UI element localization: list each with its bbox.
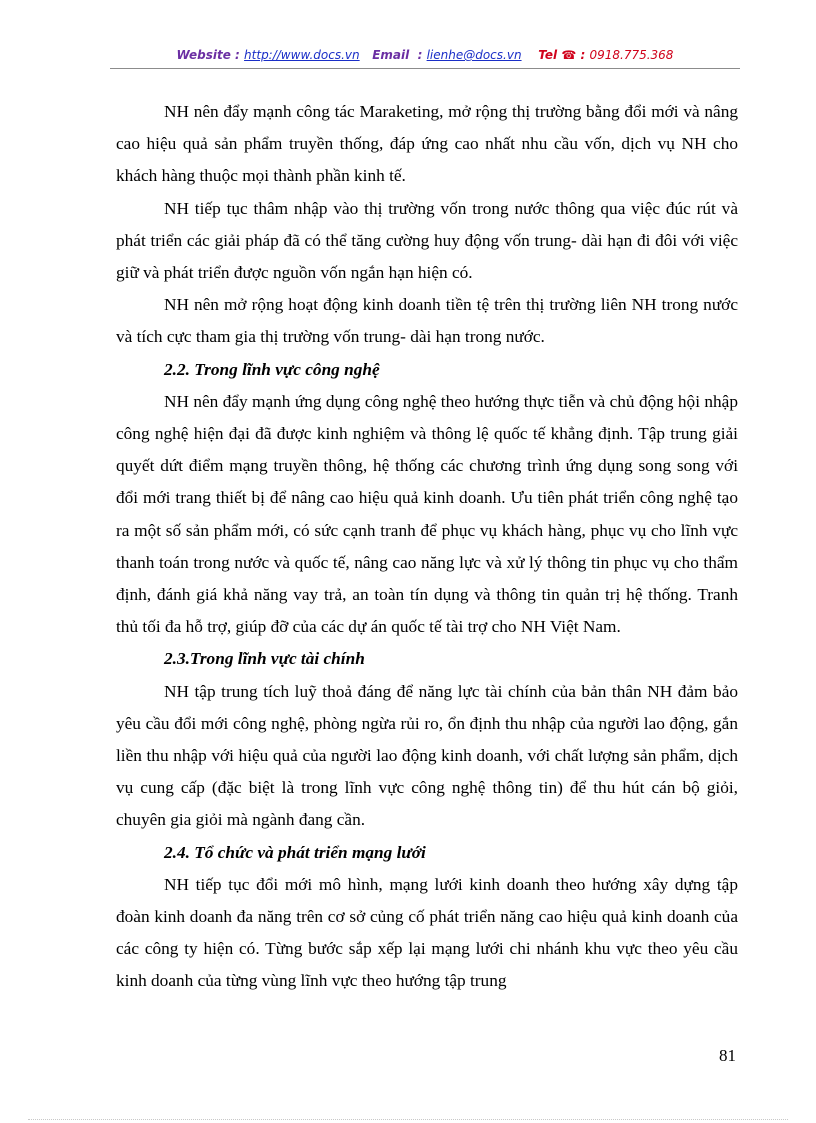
- page-header: [110, 48, 740, 62]
- tel-label: Tel ☎ :: [538, 48, 586, 62]
- email-link[interactable]: lienhe@docs.vn: [426, 48, 522, 62]
- email-separator: :: [417, 48, 423, 62]
- paragraph: NH tập trung tích luỹ thoả đáng để năng lực tài chính của bản thân NH đảm bảo yêu cầu đổi mới công nghệ, phòng ngừa rủi ro, ổn định thu nhập của người lao động, gắn liền thu nhập với hiệu quả của người lao động kinh doanh, với chất lượng sản phẩm, dịch vụ cung cấp (đặc biệt là trong lĩnh vực công nghệ thông tin) để thu hút cán bộ giỏi, chuyên gia giỏi mà ngành đang cần.: [116, 681, 738, 830]
- paragraph: NH nên đẩy mạnh công tác Maraketing, mở rộng thị trường bằng đổi mới và nâng cao hiệu quả sản phẩm truyền thống, đáp ứng cao nhất nhu cầu vốn, dịch vụ NH cho khách hàng thuộc mọi thành phần kinh tế.: [116, 102, 738, 186]
- header-divider: [110, 68, 740, 69]
- page-number: 81: [719, 1046, 736, 1065]
- paragraph: NH nên mở rộng hoạt động kinh doanh tiền tệ trên thị trường liên NH trong nước và tích cực tham gia thị trường vốn trung- dài hạn trong nước.: [116, 295, 738, 347]
- section-heading-technology: 2.2. Trong lĩnh vực công nghệ: [164, 359, 380, 379]
- body-text: [116, 96, 738, 998]
- paragraph: NH tiếp tục đổi mới mô hình, mạng lưới kinh doanh theo hướng xây dựng tập đoàn kinh doanh đa năng trên cơ sở củng cố phát triển năng cao hiệu quả kinh doanh của các công ty hiện có. Từng bước sắp xếp lại mạng lưới chi nhánh khu vực theo yêu cầu kinh doanh của từng vùng lĩnh vực theo hướng tập trung: [116, 874, 738, 991]
- tel-number: 0918.775.368: [589, 48, 674, 62]
- paragraph: NH tiếp tục thâm nhập vào thị trường vốn trong nước thông qua việc đúc rút và phát triển các giải pháp đã có thể tăng cường huy động vốn trung- dài hạn đi đôi với việc giữ và phát triển được nguồn vốn ngắn hạn hiện có.: [116, 198, 738, 283]
- section-heading-finance: 2.3.Trong lĩnh vực tài chính: [164, 649, 365, 669]
- website-link[interactable]: http://www.docs.vn: [244, 48, 360, 62]
- section-heading-network: 2.4. Tổ chức và phát triển mạng lưới: [164, 842, 426, 862]
- website-label: Website :: [176, 48, 240, 62]
- email-label: Email: [372, 48, 410, 62]
- paragraph: NH nên đẩy mạnh ứng dụng công nghệ theo hướng thực tiễn và chủ động hội nhập công nghệ hiện đại đã được kinh nghiệm và thông lệ quốc tế khẳng định. Tập trung giải quyết dứt điểm mạng truyền thông, hệ thống các chương trình ứng dụng song song với đổi mới trang thiết bị để nâng cao hiệu quả kinh doanh. Ưu tiên phát triển công nghệ tạo ra một số sản phẩm mới, có sức cạnh tranh để phục vụ khách hàng, phục vụ cho lĩnh vực thanh toán trong nước và quốc tế, nâng cao năng lực và xử lý thông tin phục vụ cho thẩm định, đánh giá khả năng vay trả, an toàn tín dụng và thông tin quản trị hệ thống. Tranh thủ tối đa hỗ trợ, giúp đỡ của các dự án quốc tế tài trợ cho NH Việt Nam.: [116, 391, 738, 637]
- page-bottom-border: [28, 1119, 788, 1120]
